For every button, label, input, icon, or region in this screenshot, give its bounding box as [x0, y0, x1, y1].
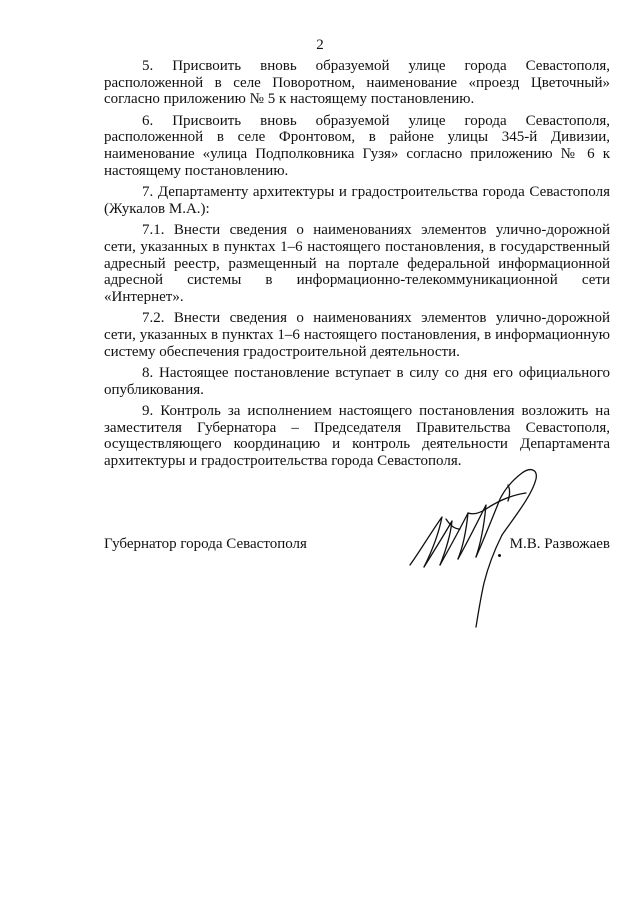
paragraph-item-6: 6. Присвоить вновь образуемой улице города Севастополя, расположенной в селе Фронтовом, в районе улицы 345-й Дивизии, наименование «улица Подполковника Гузя» согласно приложению № 6 к настоящему постановлению. [104, 112, 610, 179]
page-number: 2 [316, 37, 324, 53]
paragraph-item-9: 9. Контроль за исполнением настоящего постановления возложить на заместителя Губернатора – Председателя Правительства Севастополя, осуществляющего координацию и контроль деятельности Департамента архитектуры и градостроительства города Севастополя. [104, 403, 610, 470]
paragraph-item-7: 7. Департаменту архитектуры и градостроительства города Севастополя (Жукалов М.А.): [104, 184, 610, 217]
paragraph-item-8: 8. Настоящее постановление вступает в силу со дня его официального опубликования. [104, 365, 610, 398]
paragraph-item-7-2: 7.2. Внести сведения о наименованиях элементов улично-дорожной сети, указанных в пунктах 1–6 настоящего постановления, в информационную систему обеспечения градостроительной деятельности. [104, 310, 610, 360]
handwritten-signature-icon [398, 455, 558, 635]
signatory-position: Губернатор города Севастополя [104, 536, 307, 552]
signatory-name: М.В. Развожаев [509, 536, 610, 552]
paragraph-item-7-1: 7.1. Внести сведения о наименованиях элементов улично-дорожной сети, указанных в пунктах 1–6 настоящего постановления, в государственный адресный реестр, размещенный на портале федеральной информационной адресной системы в информационно-телекоммуникационной сети «Интернет». [104, 222, 610, 305]
signature-dot [498, 554, 501, 557]
paragraph-item-5: 5. Присвоить вновь образуемой улице города Севастополя, расположенной в селе Поворотном, наименование «проезд Цветочный» согласно приложению № 5 к настоящему постановлению. [104, 58, 610, 108]
document-body [104, 58, 610, 475]
